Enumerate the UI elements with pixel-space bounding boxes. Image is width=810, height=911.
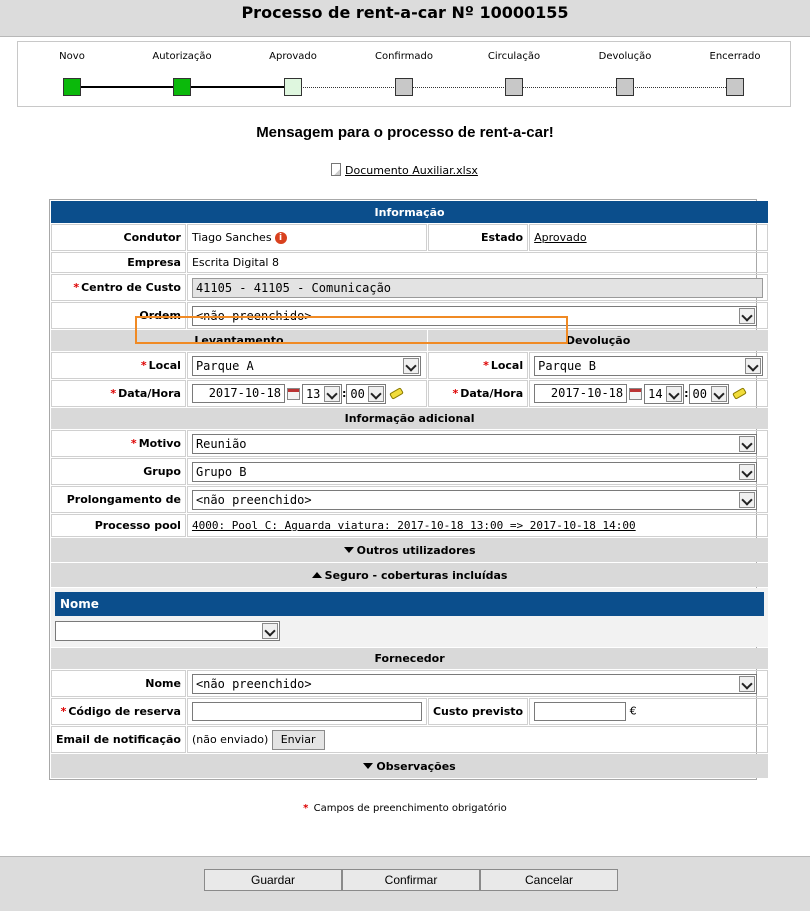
workflow-step-novo [63, 78, 81, 96]
seguro-nome-header: Nome [55, 592, 764, 616]
workflow-step-label-devolucao: Devolução [598, 51, 652, 62]
fornecedor-header: Fornecedor [51, 648, 768, 669]
dev-local-label-cell [428, 352, 528, 379]
seguro-panel-cell [51, 588, 768, 647]
lev-local-value: Parque A [195, 358, 254, 373]
workflow-step-confirmado [395, 78, 413, 96]
required-note-text: Campos de preenchimento obrigatório [313, 803, 507, 814]
condutor-label: Condutor [51, 224, 186, 251]
email-cell [187, 726, 768, 753]
custo-label: Custo previsto [428, 698, 528, 725]
email-status: (não enviado) [191, 732, 269, 746]
lev-data-label: Data/Hora [118, 387, 181, 400]
ordem-label: Ordem [51, 302, 186, 329]
dev-hour-value: 14 [648, 386, 663, 401]
centro-custo-cell [187, 274, 768, 301]
lev-data-label-cell [51, 380, 186, 407]
lev-local-label-cell [51, 352, 186, 379]
codigo-label: Código de reserva [68, 705, 181, 718]
required-mark: * [303, 803, 309, 814]
dev-data-label: Data/Hora [460, 387, 524, 400]
process-message: Mensagem para o processo de rent-a-car! [256, 124, 554, 141]
lev-local-select[interactable] [192, 356, 421, 376]
dev-local-select[interactable] [534, 356, 763, 376]
empresa-value: Escrita Digital 8 [187, 252, 768, 273]
workflow-step-autorizacao [173, 78, 191, 96]
grupo-select[interactable] [192, 462, 757, 482]
workflow-step-circulacao [505, 78, 523, 96]
info-icon[interactable]: i [275, 232, 287, 244]
workflow-step-label-confirmado: Confirmado [374, 51, 433, 62]
calendar-icon[interactable] [629, 388, 642, 400]
fornecedor-nome-value: <não preenchido> [195, 676, 312, 691]
attachment-link[interactable]: Documento Auxiliar.xlsx [345, 164, 478, 177]
prolongamento-select[interactable] [192, 490, 757, 510]
levantamento-header: Levantamento [51, 330, 427, 351]
seguro-label: Seguro - coberturas incluídas [324, 568, 508, 582]
expand-down-icon [363, 763, 373, 769]
devolucao-header: Devolução [428, 330, 768, 351]
form-title: Informação [51, 201, 768, 223]
required-mark: * [140, 359, 147, 372]
eraser-icon[interactable] [389, 387, 404, 400]
workflow-step-label-autorizacao: Autorização [152, 51, 212, 62]
pool-cell [187, 514, 768, 537]
observacoes-label: Observações [376, 759, 456, 773]
estado-label: Estado [428, 224, 528, 251]
chevron-down-icon [711, 386, 727, 402]
dev-minute-select[interactable] [689, 384, 729, 404]
dev-data-cell: 2017-10-18 14 : 00 [529, 380, 768, 407]
footer-bar [0, 856, 810, 911]
confirm-button[interactable]: Confirmar [342, 869, 480, 891]
required-mark: * [60, 705, 67, 718]
chevron-down-icon [739, 676, 755, 692]
dev-local-cell [529, 352, 768, 379]
codigo-cell [187, 698, 427, 725]
workflow-step-aprovado [284, 78, 302, 96]
lev-hour-select[interactable] [302, 384, 342, 404]
outros-utilizadores-label: Outros utilizadores [356, 543, 476, 557]
lev-data-cell: 2017-10-18 13 : 00 [187, 380, 427, 407]
grupo-label: Grupo [51, 458, 186, 485]
ordem-select-value: <não preenchido> [195, 308, 312, 323]
document-icon [331, 163, 341, 176]
required-mark: * [73, 281, 80, 294]
motivo-label-cell [51, 430, 186, 457]
chevron-down-icon [739, 436, 755, 452]
workflow-step-label-encerrado: Encerrado [709, 51, 761, 62]
seguro-nome-select[interactable] [55, 621, 280, 641]
chevron-down-icon [368, 386, 384, 402]
grupo-cell [187, 458, 768, 485]
process-form [49, 199, 757, 780]
expand-down-icon [344, 547, 354, 553]
seguro-select-row [55, 616, 764, 641]
outros-utilizadores-toggle[interactable] [51, 538, 768, 562]
lev-minute-select[interactable] [346, 384, 386, 404]
centro-custo-label: Centro de Custo [81, 281, 181, 294]
fornecedor-nome-cell [187, 670, 768, 697]
empresa-label: Empresa [51, 252, 186, 273]
codigo-input[interactable] [192, 702, 422, 721]
collapse-up-icon [312, 572, 322, 578]
chevron-down-icon [324, 386, 340, 402]
required-note [0, 803, 810, 814]
motivo-cell [187, 430, 768, 457]
dev-data-label-cell [428, 380, 528, 407]
workflow-step-label-aprovado: Aprovado [269, 51, 317, 62]
prolongamento-cell [187, 486, 768, 513]
lev-local-label: Local [148, 359, 181, 372]
attachment [331, 163, 478, 177]
dev-minute-value: 00 [692, 386, 707, 401]
grupo-value: Grupo B [195, 464, 247, 479]
lev-minute-value: 00 [350, 386, 365, 401]
fornecedor-nome-select[interactable] [192, 674, 757, 694]
chevron-down-icon [739, 492, 755, 508]
dev-date-input[interactable]: 2017-10-18 [534, 384, 627, 403]
centro-custo-label-cell [51, 274, 186, 301]
condutor-cell [187, 224, 427, 251]
dev-hour-select[interactable] [644, 384, 684, 404]
cancel-button[interactable]: Cancelar [480, 869, 618, 891]
pool-link[interactable]: 4000: Pool C: Aguarda viatura: 2017-10-18 13:00 => 2017-10-18 14:00 [191, 519, 636, 532]
seguro-panel [51, 588, 768, 647]
dev-local-label: Local [490, 359, 524, 372]
workflow-step-label-novo: Novo [59, 51, 85, 62]
eraser-icon[interactable] [732, 387, 747, 400]
form-table [50, 200, 769, 779]
chevron-down-icon [262, 623, 278, 639]
prolongamento-label: Prolongamento de [51, 486, 186, 513]
chevron-down-icon [745, 358, 761, 374]
currency-unit: € [629, 704, 637, 718]
chevron-down-icon [739, 308, 755, 324]
custo-input[interactable] [534, 702, 626, 721]
estado-link[interactable]: Aprovado [534, 231, 587, 244]
workflow-step-devolucao [616, 78, 634, 96]
centro-custo-field: 41105 - 41105 - Comunicação [192, 278, 763, 298]
dev-local-value: Parque B [538, 358, 596, 373]
enviar-button[interactable]: Enviar [272, 730, 325, 750]
page-title: Processo de rent-a-car Nº 10000155 [241, 3, 569, 22]
observacoes-toggle[interactable] [51, 754, 768, 778]
motivo-select[interactable] [192, 434, 757, 454]
required-mark: * [483, 359, 489, 372]
chevron-down-icon [666, 386, 682, 402]
calendar-icon[interactable] [287, 388, 300, 400]
title-bar [0, 0, 810, 37]
custo-cell [529, 698, 768, 725]
motivo-label: Motivo [138, 437, 181, 450]
required-mark: * [130, 437, 137, 450]
required-mark: * [452, 387, 459, 400]
prolongamento-value: <não preenchido> [195, 492, 312, 507]
motivo-value: Reunião [195, 436, 247, 451]
condutor-value: Tiago Sanches [191, 231, 272, 244]
ordem-select[interactable] [192, 306, 757, 326]
workflow-tracker [17, 41, 791, 107]
email-label: Email de notificação [51, 726, 186, 753]
workflow-step-label-circulacao: Circulação [487, 51, 541, 62]
lev-hour-value: 13 [305, 386, 321, 401]
seguro-toggle[interactable] [51, 563, 768, 587]
ordem-cell [187, 302, 768, 329]
required-mark: * [110, 387, 117, 400]
codigo-label-cell [51, 698, 186, 725]
lev-local-cell [187, 352, 427, 379]
fornecedor-nome-label: Nome [51, 670, 186, 697]
info-adicional-header: Informação adicional [51, 408, 768, 429]
save-button[interactable]: Guardar [204, 869, 342, 891]
workflow-step-encerrado [726, 78, 744, 96]
chevron-down-icon [403, 358, 419, 374]
pool-label: Processo pool [51, 514, 186, 537]
chevron-down-icon [739, 464, 755, 480]
lev-date-input[interactable]: 2017-10-18 [192, 384, 285, 403]
estado-cell [529, 224, 768, 251]
